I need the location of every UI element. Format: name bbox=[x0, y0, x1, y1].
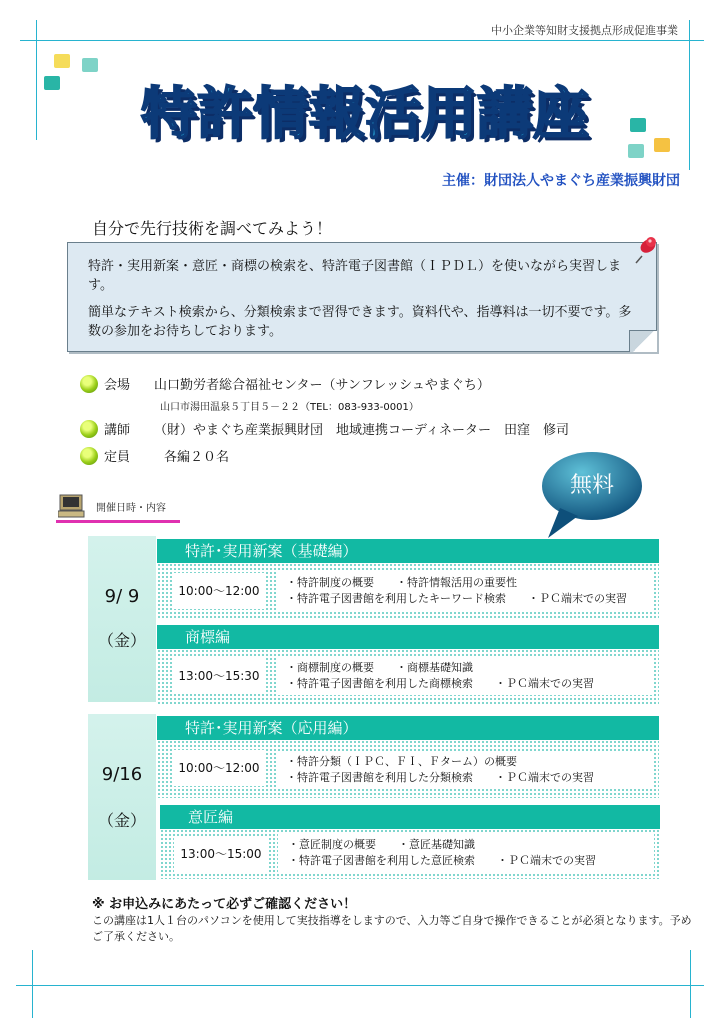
schedule-heading bbox=[58, 494, 166, 518]
lecturer-label: 講師 bbox=[104, 423, 131, 438]
capacity-label: 定員 bbox=[104, 450, 131, 465]
session-time: 13:00～15:00 bbox=[174, 836, 268, 872]
bullet-icon bbox=[80, 375, 98, 393]
session-detail bbox=[276, 657, 652, 695]
date: 9/ 9 bbox=[104, 586, 140, 607]
pushpin-icon bbox=[634, 234, 660, 264]
lecturer-value: （財）やまぐち産業振興財団 地域連携コーディネーター 田窪 修司 bbox=[154, 423, 569, 438]
frame-line-left bbox=[36, 20, 37, 140]
topic: ・ＰＣ端末での実習 bbox=[495, 677, 594, 690]
date: 9/16 bbox=[101, 764, 143, 785]
schedule-heading-text: 開催日時・内容 bbox=[96, 502, 166, 514]
session-title: 意匠編 bbox=[160, 805, 660, 829]
frame-line-top-right-vertical bbox=[689, 20, 690, 170]
frame-line-top bbox=[20, 40, 704, 41]
subheading: 自分で先行技術を調べてみよう！ bbox=[92, 219, 333, 238]
note-fold bbox=[629, 330, 657, 352]
venue-address: 山口市湯田温泉５丁目５－２２（TEL：083-933-0001） bbox=[160, 402, 419, 413]
topic: ・特許電子図書館を利用したキーワード検索 bbox=[286, 592, 506, 605]
topic: ・ＰＣ端末での実習 bbox=[497, 854, 596, 867]
session-detail bbox=[276, 572, 652, 610]
capacity-row bbox=[80, 446, 229, 465]
intro-note bbox=[67, 242, 657, 352]
topic: ・商標制度の概要 bbox=[286, 661, 374, 674]
topic: ・ＰＣ端末での実習 bbox=[528, 592, 627, 605]
frame-line-bottom-right-vertical bbox=[690, 950, 691, 1018]
topic: ・特許電子図書館を利用した商標検索 bbox=[286, 677, 473, 690]
topic: ・商標基礎知識 bbox=[396, 661, 473, 674]
intro-paragraph: 簡単なテキスト検索から、分類検索まで習得できます。資料代や、指導料は一切不要です。多数の参加をお待ちしております。 bbox=[88, 305, 632, 339]
topic: ・意匠基礎知識 bbox=[398, 838, 475, 851]
deco-square bbox=[44, 76, 60, 90]
session-time: 13:00～15:30 bbox=[172, 658, 266, 694]
date-block-day1 bbox=[88, 536, 156, 702]
venue-row bbox=[80, 374, 490, 393]
computer-icon bbox=[58, 494, 86, 518]
organizer: 主催：財団法人やまぐち産業振興財団 bbox=[442, 173, 680, 189]
topic: ・特許分類（ＩＰＣ、ＦＩ、Ｆターム）の概要 bbox=[286, 755, 517, 768]
bullet-icon bbox=[80, 447, 98, 465]
frame-line-bottom bbox=[16, 985, 704, 986]
notice-body: この講座は1人１台のパソコンを使用して実技指導をしますので、入力等ご自身で操作できることが必須となります。予めご了承ください。 bbox=[92, 914, 692, 943]
intro-paragraph: 特許・実用新案・意匠・商標の検索を、特許電子図書館（ＩＰＤＬ）を使いながら実習します。 bbox=[88, 259, 622, 293]
date-block-day2 bbox=[88, 714, 156, 880]
program-name: 中小企業等知財支援拠点形成促進事業 bbox=[491, 24, 678, 37]
topic: ・ＰＣ端末での実習 bbox=[495, 771, 594, 784]
session-detail bbox=[278, 834, 654, 872]
frame-line-bottom-left-vertical bbox=[32, 950, 33, 1018]
main-title: 特許情報活用講座 bbox=[141, 82, 589, 147]
weekday: （金） bbox=[97, 811, 146, 830]
weekday: （金） bbox=[97, 631, 146, 650]
session-title: 特許･実用新案（基礎編） bbox=[157, 539, 659, 563]
lecturer-row bbox=[80, 419, 569, 438]
topic: ・意匠制度の概要 bbox=[288, 838, 376, 851]
schedule-underline bbox=[56, 520, 180, 523]
session-detail bbox=[276, 751, 652, 789]
topic: ・特許電子図書館を利用した分類検索 bbox=[286, 771, 473, 784]
free-label: 無料 bbox=[569, 473, 614, 498]
session-title: 商標編 bbox=[157, 625, 659, 649]
bullet-icon bbox=[80, 420, 98, 438]
topic: ・特許情報活用の重要性 bbox=[396, 576, 517, 589]
capacity-value: 各編２０名 bbox=[164, 450, 230, 465]
venue-value: 山口勤労者総合福祉センター（サンフレッシュやまぐち） bbox=[154, 378, 490, 393]
venue-label: 会場 bbox=[104, 378, 131, 393]
topic: ・特許制度の概要 bbox=[286, 576, 374, 589]
free-badge bbox=[540, 450, 644, 544]
topic: ・特許電子図書館を利用した意匠検索 bbox=[288, 854, 475, 867]
deco-square bbox=[54, 54, 70, 68]
session-time: 10:00～12:00 bbox=[172, 750, 266, 786]
session-time: 10:00～12:00 bbox=[172, 573, 266, 609]
notice-title: ※ お申込みにあたって必ずご確認ください！ bbox=[92, 897, 357, 912]
session-title: 特許･実用新案（応用編） bbox=[157, 716, 659, 740]
